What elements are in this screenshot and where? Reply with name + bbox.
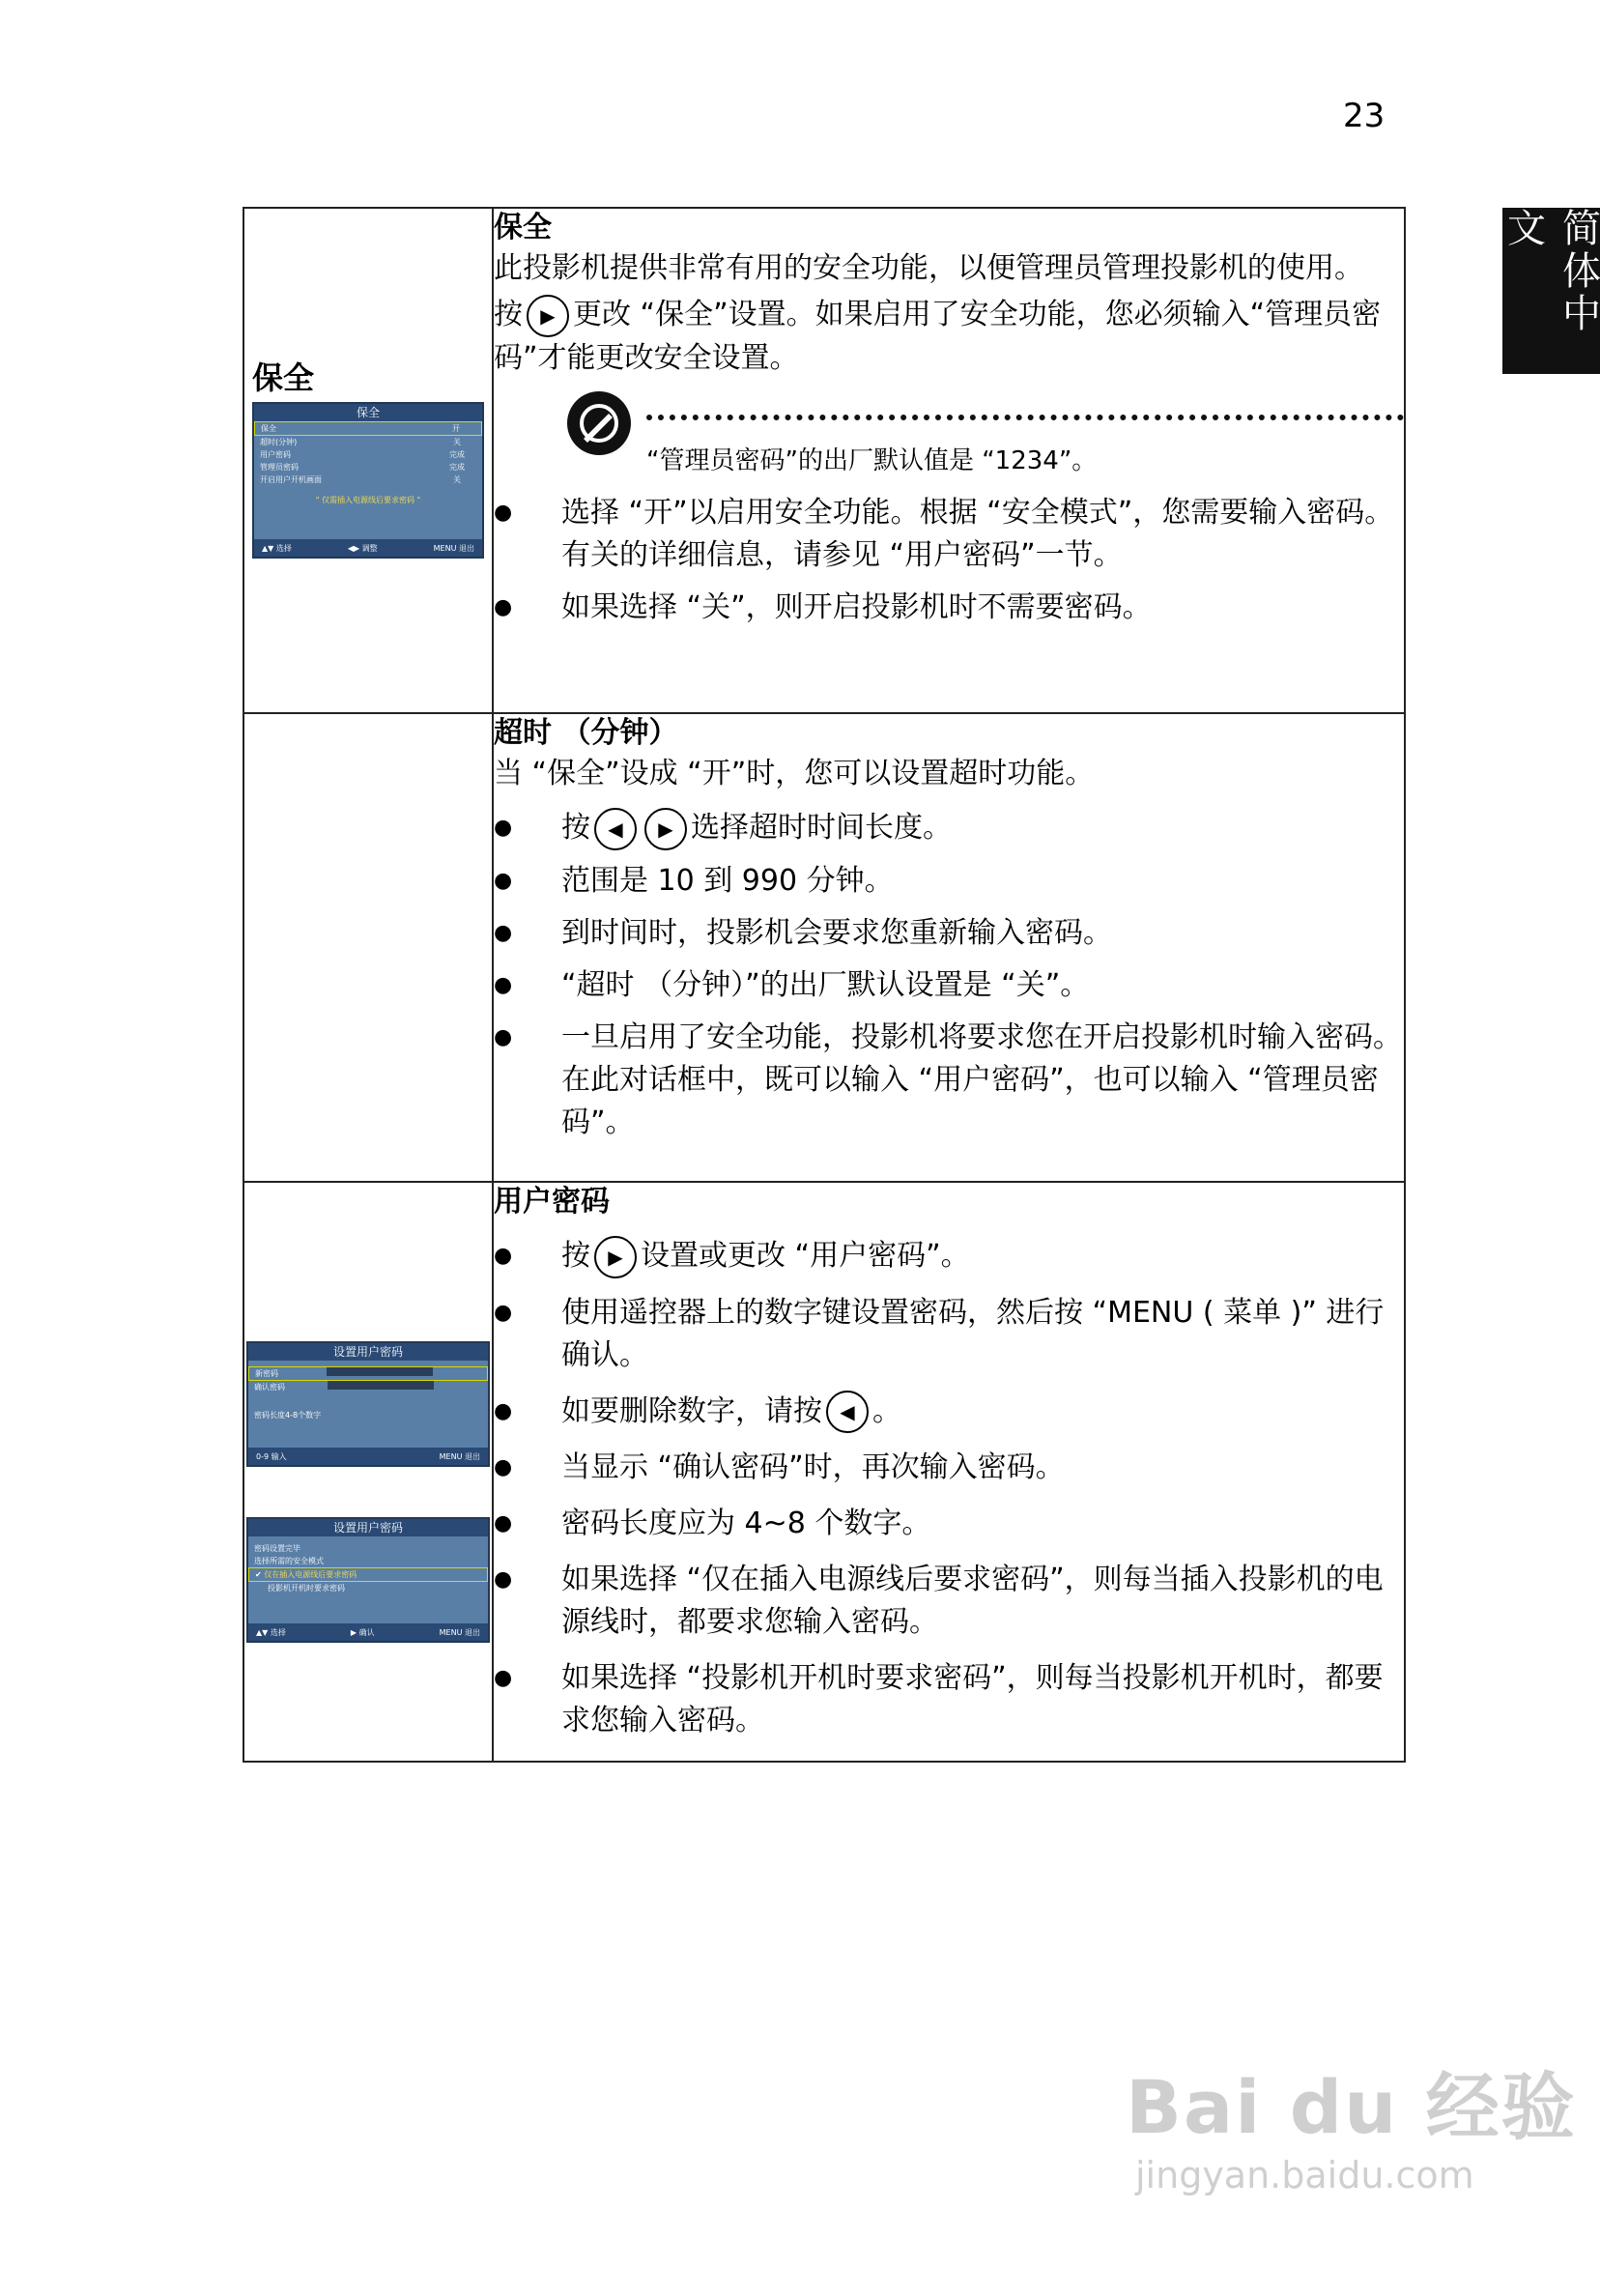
- user-password-row: [243, 1182, 1405, 1762]
- osd-row-value: 关: [453, 475, 461, 484]
- note-pen-icon: [567, 391, 631, 455]
- user-password-right-cell: [493, 1182, 1405, 1762]
- osd-row: [248, 1366, 488, 1381]
- section-title-security: 保全: [494, 211, 552, 244]
- list-item: [494, 1391, 1404, 1434]
- osd-footer-right: MENU 退出: [439, 1451, 480, 1461]
- bullet-suffix: 。: [872, 1393, 901, 1428]
- list-item: ● 一旦启用了安全功能，投影机将要求您在开启投影机时输入密码。在此对话框中，既可以输入 “用户密码”，也可以输入 “管理员密码”。: [494, 1017, 1404, 1144]
- left-arrow-icon: ◀: [826, 1391, 869, 1433]
- osd-row-label: 开启用户开机画面: [260, 475, 322, 484]
- list-item: ● 范围是 10 到 990 分钟。: [494, 860, 1404, 903]
- osd-footer-left: ▲▼ 选择: [262, 543, 292, 553]
- security-instruction: [494, 294, 1404, 380]
- osd-row-label: 保全: [261, 424, 276, 433]
- osd-footer-right: MENU 退出: [433, 543, 474, 553]
- bullet-prefix: 如要删除数字，请按: [561, 1393, 822, 1428]
- osd-footer-right: MENU 退出: [439, 1627, 480, 1637]
- language-tab: [1502, 208, 1600, 374]
- osd-row: [254, 461, 482, 474]
- osd-footer-mid: ▶ 确认: [350, 1627, 375, 1637]
- right-arrow-icon: ▶: [644, 808, 687, 850]
- osd-row: [254, 474, 482, 486]
- settings-table: [243, 207, 1406, 1763]
- language-tab-label: 简体中文: [1500, 208, 1600, 335]
- osd-row-value: 关: [453, 438, 461, 446]
- osd-footer-mid: ◀▶ 调整: [347, 543, 378, 553]
- osd-row-label: 超时(分钟): [260, 438, 298, 446]
- osd-row-value: 开: [452, 424, 460, 433]
- osd-hint: " 仅需插入电源线后要求密码 ": [315, 496, 421, 504]
- set-password-osd: [246, 1341, 490, 1467]
- bullet-prefix: 按: [561, 811, 590, 845]
- security-left-cell: [243, 208, 493, 713]
- right-arrow-icon: ▶: [527, 295, 569, 337]
- osd-row: [254, 421, 482, 436]
- list-item: ● 如果选择 “关”，则开启投影机时不需要密码。: [494, 587, 1404, 629]
- osd-footer: [248, 1623, 488, 1641]
- osd-footer: [254, 539, 482, 557]
- osd-option-label: 仅在插入电源线后要求密码: [264, 1570, 357, 1579]
- osd-row: [248, 1409, 488, 1421]
- list-item: [494, 1235, 1404, 1278]
- osd-row-label: 密码设置完毕: [254, 1544, 300, 1553]
- bullet-prefix: 按: [561, 1239, 590, 1273]
- list-item: ● 选择 “开”以启用安全功能。根据 “安全模式”，您需要输入密码。有关的详细信息，请参见 “用户密码”一节。: [494, 492, 1404, 577]
- list-item: ● 如果选择 “仅在插入电源线后要求密码”，则每当插入投影机的电源线时，都要求您输入密码。: [494, 1559, 1404, 1644]
- osd-footer: [248, 1448, 488, 1465]
- osd-row: [254, 436, 482, 448]
- right-arrow-icon: ▶: [594, 1236, 637, 1278]
- osd-row: [248, 1542, 488, 1555]
- osd-row-value: 完成: [449, 450, 465, 459]
- list-item: ● 如果选择 “投影机开机时要求密码”，则每当投影机开机时，都要求您输入密码。: [494, 1657, 1404, 1742]
- list-item: ● 当显示 “确认密码”时，再次输入密码。: [494, 1447, 1404, 1489]
- timeout-row: [243, 713, 1405, 1182]
- security-left-label: 保全: [252, 359, 315, 396]
- timeout-right-cell: [493, 713, 1405, 1182]
- security-right-cell: [493, 208, 1405, 713]
- osd-option: [248, 1582, 488, 1594]
- page-number: 23: [1343, 97, 1386, 135]
- instruction-prefix: 按: [494, 298, 523, 331]
- watermark-url: jingyan.baidu.com: [1135, 2154, 1474, 2196]
- check-icon: ✔: [255, 1570, 265, 1579]
- timeout-left-cell: [243, 713, 493, 1182]
- osd-option-selected: [248, 1567, 488, 1582]
- security-row: [243, 208, 1405, 713]
- security-osd-menu: [252, 402, 484, 559]
- list-item: ● 密码长度应为 4~8 个数字。: [494, 1503, 1404, 1545]
- osd-hint: 密码长度4-8个数字: [254, 1411, 322, 1420]
- bullet-suffix: 设置或更改 “用户密码”。: [641, 1239, 970, 1273]
- password-field: [327, 1367, 433, 1376]
- user-password-bullets: [494, 1235, 1404, 1742]
- osd-title: 设置用户密码: [248, 1343, 488, 1361]
- confirm-field: [328, 1381, 434, 1390]
- osd-row: [248, 1555, 488, 1567]
- osd-row: [254, 448, 482, 461]
- note-text: “管理员密码”的出厂默认值是 “1234”。: [646, 445, 1098, 475]
- osd-row-label: 确认密码: [254, 1383, 285, 1392]
- timeout-bullets: [494, 807, 1404, 1144]
- osd-row: [248, 1381, 488, 1393]
- instruction-suffix: 更改 “保全”设置。如果启用了安全功能，您必须输入“管理员密码”才能更改安全设置。: [494, 298, 1382, 375]
- osd-row-label: 管理员密码: [260, 463, 299, 472]
- baidu-watermark: [1126, 2049, 1577, 2196]
- list-item: ● 到时间时，投影机会要求您重新输入密码。: [494, 912, 1404, 955]
- osd-footer-left: ▲▼ 选择: [256, 1627, 286, 1637]
- left-arrow-icon: ◀: [594, 808, 637, 850]
- note-block: [567, 391, 1404, 482]
- osd-row-label: 新密码: [255, 1369, 278, 1378]
- security-mode-osd: [246, 1517, 490, 1643]
- section-title-timeout: 超时 （分钟）: [494, 716, 678, 750]
- timeout-intro: 当 “保全”设成 “开”时，您可以设置超时功能。: [494, 757, 1095, 790]
- section-title-user-password: 用户密码: [494, 1185, 610, 1219]
- osd-row-label: 用户密码: [260, 450, 291, 459]
- osd-row-label: 选择所需的安全模式: [254, 1557, 324, 1565]
- list-item: ● “超时 （分钟）”的出厂默认设置是 “关”。: [494, 964, 1404, 1007]
- security-bullets: [494, 492, 1404, 629]
- osd-footer-left: 0-9 输入: [256, 1451, 287, 1461]
- security-intro: 此投影机提供非常有用的安全功能，以便管理员管理投影机的使用。: [494, 251, 1363, 285]
- bullet-suffix: 选择超时时间长度。: [691, 811, 952, 845]
- user-password-left-cell: [243, 1182, 493, 1762]
- watermark-logo-text: Bai du 经验: [1126, 2064, 1577, 2150]
- osd-row-value: 完成: [449, 463, 465, 472]
- note-body: [646, 391, 1404, 482]
- list-item: ● 使用遥控器上的数字键设置密码，然后按 “MENU ( 菜单 )” 进行确认。: [494, 1292, 1404, 1377]
- note-divider: [646, 415, 1404, 420]
- list-item: [494, 807, 1404, 850]
- osd-title: 设置用户密码: [248, 1519, 488, 1536]
- osd-title: 保全: [254, 404, 482, 421]
- osd-option-label: 投影机开机时要求密码: [268, 1584, 345, 1593]
